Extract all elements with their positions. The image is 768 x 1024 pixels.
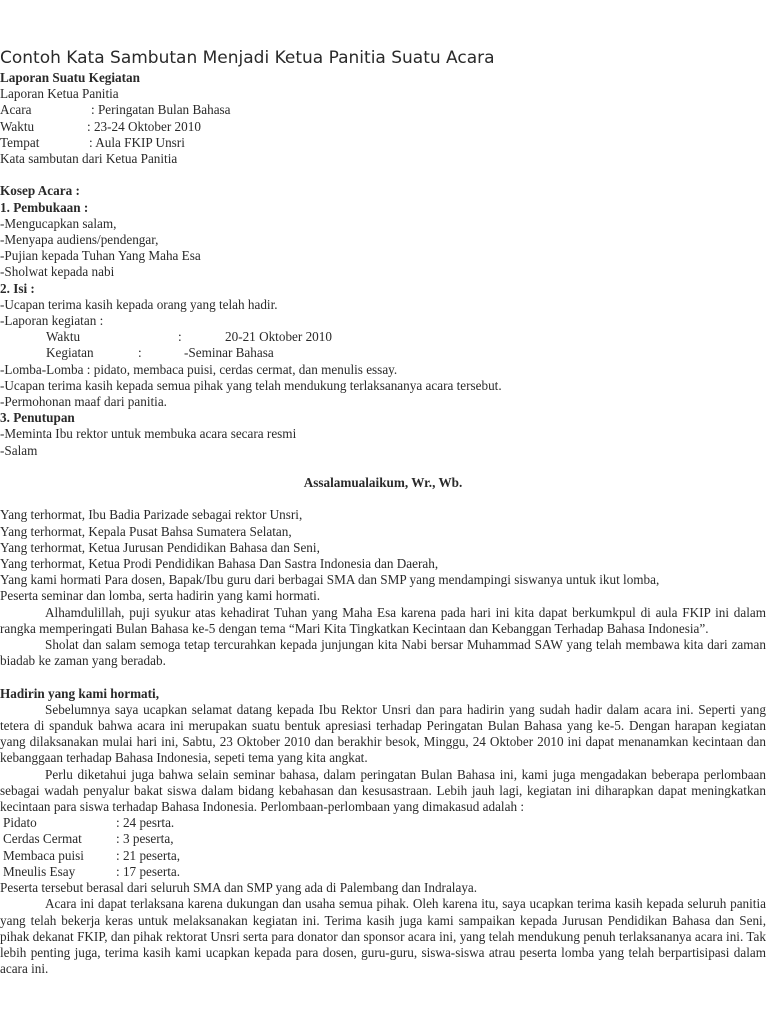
info-value: : Aula FKIP Unsri — [89, 134, 185, 150]
spacer — [0, 669, 766, 685]
list-item: -Meminta Ibu rektor untuk membuka acara secara resmi — [0, 426, 297, 442]
info-tempat — [0, 135, 766, 151]
info-label: Acara — [0, 102, 32, 118]
greeting-line: Yang terhormat, Ibu Badia Parizade sebagai rektor Unsri, — [0, 507, 303, 523]
greeting-line: Yang terhormat, Kepala Pusat Bahsa Sumatera Selatan, — [0, 523, 292, 539]
greeting-line: Yang terhormat, Ketua Prodi Pendidikan Bahasa Dan Sastra Indonesia dan Daerah, — [0, 556, 439, 572]
spacer — [0, 491, 766, 507]
lomba-row — [0, 864, 766, 880]
list-item: -Ucapan terima kasih kepada semua pihak yang telah mendukung terlaksananya acara tersebut. — [0, 377, 502, 393]
hadirin-heading: Hadirin yang kami hormati, — [0, 685, 159, 701]
lomba-row — [0, 831, 766, 847]
paragraph-perlu: Perlu diketahui juga bahwa selain seminar bahasa, dalam peringatan Bulan Bahasa ini, kami juga mengadakan beberapa perlombaan sebagai wadah penyalur bakat siswa dalam bidang kebahasan dan kesusastraan. Lebih jauh lagi, kegiatan ini diharapkan dapat meningkatkan kecintaan para siswa terhadap Bahasa Indonesia. Perlombaan-perlombaan yang dimakasud adalah : — [0, 766, 766, 815]
laporan-sep: : — [138, 345, 142, 361]
laporan-value: 20-21 Oktober 2010 — [225, 329, 332, 345]
list-item: -Permohonan maaf dari panitia. — [0, 394, 167, 410]
info-waktu — [0, 119, 766, 135]
laporan-waktu — [0, 329, 766, 345]
lomba-name: Cerdas Cermat — [3, 831, 82, 847]
info-value: : 23-24 Oktober 2010 — [87, 118, 201, 134]
lomba-name: Pidato — [3, 815, 37, 831]
spacer — [0, 167, 766, 183]
document-body — [0, 70, 766, 977]
isi-heading: 2. Isi : — [0, 280, 35, 296]
list-item: -Mengucapkan salam, — [0, 215, 117, 231]
lomba-name: Membaca puisi — [3, 847, 84, 863]
greeting-line: Peserta seminar dan lomba, serta hadirin yang kami hormati. — [0, 588, 321, 604]
paragraph-acara: Acara ini dapat terlaksana karena dukungan dan usaha semua pihak. Oleh karena itu, saya ucapkan terima kasih kepada seluruh panitia yang telah bekerja keras untuk melaksanakan kegiatan ini. Terima kasih juga kami sampaikan kepada Jurusan Pendidikan Bahasa dan Seni, pihak dekanat FKIP, dan pihak rektorat Unsri serta para donator dan sponsor acara ini, yang telah mendukung penuh terlaksananya acara ini. Tak lebih penting juga, terima kasih kami ucapkan kepada para dosen, guru-guru, siswa-siswa atrau peserta lomba yang telah berpartisipasi dalam acara ini. — [0, 896, 766, 977]
lomba-count: : 17 peserta. — [116, 863, 181, 879]
list-item: -Menyapa audiens/pendengar, — [0, 232, 159, 248]
paragraph-selamat: Sebelumnya saya ucapkan selamat datang kepada Ibu Rektor Unsri dan para hadirin yang sudah hadir dalam acara ini. Seperti yang tetera di spanduk bahwa acara ini merupakan suatu bentuk apresiasi terhadap Peringatan Bulan Bahasa yang ke-5. Dengan harapan kegiatan yang dilaksanakan mulai hari ini, Sabtu, 23 Oktober 2010 dan berakhir besok, Minggu, 24 Oktober 2010 ini dapat menanamkan kecintaan dan kebanggaan terhadap Bahasa Indonesia, sepeti tema yang kita angkat. — [0, 701, 766, 766]
paragraph-sholat: Sholat dan salam semoga tetap tercurahkan kepada junjungan kita Nabi bersar Muhammad SAW yang telah membawa kita dari zaman biadab ke zaman yang beradab. — [0, 637, 766, 669]
greeting-line: Yang kami hormati Para dosen, Bapak/Ibu guru dari berbagai SMA dan SMP yang mendampingi siswanya untuk ikut lomba, — [0, 572, 660, 588]
lomba-name: Mneulis Esay — [3, 863, 76, 879]
laporan-label: Waktu — [46, 329, 81, 345]
lomba-row — [0, 848, 766, 864]
info-label: Waktu — [0, 118, 35, 134]
lomba-count: : 3 peserta, — [116, 831, 174, 847]
pembukaan-heading: 1. Pembukaan : — [0, 199, 89, 215]
info-acara — [0, 102, 766, 118]
salam-heading: Assalamualaikum, Wr., Wb. — [303, 475, 463, 491]
lomba-row — [0, 815, 766, 831]
laporan-value: -Seminar Bahasa — [184, 345, 274, 361]
info-label: Tempat — [0, 134, 40, 150]
list-item: -Salam — [0, 442, 38, 458]
list-item: -Pujian kepada Tuhan Yang Maha Esa — [0, 248, 201, 264]
list-item: -Sholwat kepada nabi — [0, 264, 115, 280]
konsep-heading: Kosep Acara : — [0, 183, 80, 199]
laporan-label: Kegiatan — [46, 345, 94, 361]
spacer — [0, 459, 766, 475]
list-item: -Laporan kegiatan : — [0, 313, 104, 329]
peserta-asal: Peserta tersebut berasal dari seluruh SMA dan SMP yang ada di Palembang dan Indralaya. — [0, 880, 478, 896]
page-title: Contoh Kata Sambutan Menjadi Ketua Panitia Suatu Acara — [0, 48, 495, 68]
list-item: -Lomba-Lomba : pidato, membaca puisi, cerdas cermat, dan menulis essay. — [0, 361, 398, 377]
penutupan-heading: 3. Penutupan — [0, 410, 75, 426]
lomba-count: : 24 pesrta. — [116, 815, 175, 831]
list-item: -Ucapan terima kasih kepada orang yang telah hadir. — [0, 296, 278, 312]
greeting-line: Yang terhormat, Ketua Jurusan Pendidikan Bahasa dan Seni, — [0, 539, 320, 555]
kata-sambutan: Kata sambutan dari Ketua Panitia — [0, 151, 178, 167]
lomba-count: : 21 peserta, — [116, 847, 181, 863]
report-heading: Laporan Suatu Kegiatan — [0, 70, 140, 85]
laporan-sep: : — [178, 329, 182, 345]
lomba-list — [0, 815, 766, 880]
paragraph-alhamdulillah: Alhamdulillah, puji syukur atas kehadirat Tuhan yang Maha Esa karena pada hari ini kita dapat berkumkpul di aula FKIP ini dalam rangka memperingati Bulan Bahasa ke-5 dengan tema “Mari Kita Tingkatkan Kecintaan dan Kebanggan Terhadap Bahasa Indonesia”. — [0, 604, 766, 636]
laporan-kegiatan — [0, 345, 766, 361]
report-subheading: Laporan Ketua Panitia — [0, 86, 119, 102]
info-value: : Peringatan Bulan Bahasa — [91, 102, 231, 118]
